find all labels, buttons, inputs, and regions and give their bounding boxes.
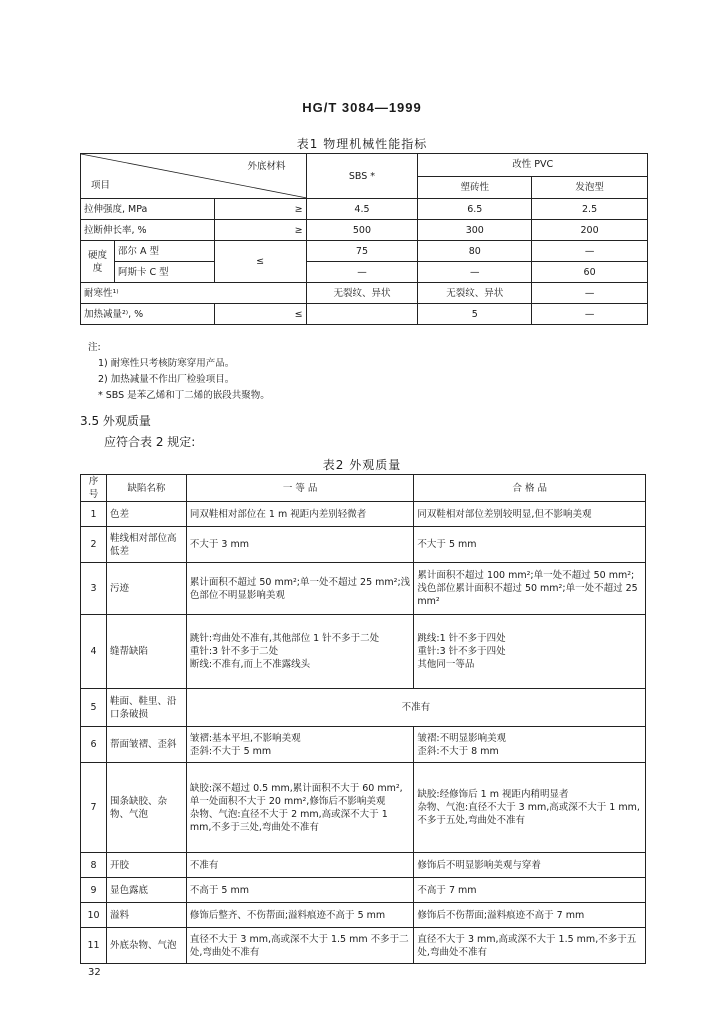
first-grade-requirement: 不大于 3 mm bbox=[186, 527, 414, 563]
cell-pvc-b: — bbox=[532, 283, 648, 304]
shore-a-label: 邵尔 A 型 bbox=[114, 241, 214, 262]
row-number: 6 bbox=[81, 727, 107, 763]
row-number: 3 bbox=[81, 563, 107, 615]
first-grade-requirement: 缺胶:深不超过 0.5 mm,累计面积不大于 60 mm²,单一处面积不大于 20 mm²,修饰后不影响美观 杂物、气泡:直径不大于 2 mm,高或深不大于 1 mm,不多于三处,弯曲处不准有 bbox=[186, 763, 414, 853]
pass-grade-requirement: 修饰后不明显影响美观与穿着 bbox=[414, 853, 646, 878]
first-grade-requirement: 皱褶:基本平坦,不影响美观 歪斜:不大于 5 mm bbox=[186, 727, 414, 763]
hardness-operator: ≤ bbox=[214, 241, 306, 283]
table-row bbox=[81, 304, 648, 325]
cell-sbs: — bbox=[306, 262, 418, 283]
table-row bbox=[81, 853, 646, 878]
cell-pvc-b: 2.5 bbox=[532, 199, 648, 220]
header-defect-name: 缺陷名称 bbox=[106, 475, 186, 502]
row-number: 11 bbox=[81, 928, 107, 964]
defect-name: 显色露底 bbox=[106, 878, 186, 903]
defect-name: 开胶 bbox=[106, 853, 186, 878]
defect-name: 帮面皱褶、歪斜 bbox=[106, 727, 186, 763]
header-no: 序号 bbox=[81, 475, 107, 502]
merged-requirement: 不准有 bbox=[186, 689, 645, 727]
row-number: 8 bbox=[81, 853, 107, 878]
row-number: 10 bbox=[81, 903, 107, 928]
first-grade-requirement: 同双鞋相对部位在 1 m 视距内差别轻微者 bbox=[186, 502, 414, 527]
table1-caption: 表1 物理机械性能指标 bbox=[296, 137, 428, 151]
table-row bbox=[81, 199, 648, 220]
col-pvc-a-header: 塑砖性 bbox=[418, 176, 532, 199]
row-item-label: 拉伸强度, MPa bbox=[81, 199, 215, 220]
row-operator: ≤ bbox=[214, 304, 306, 325]
table-row bbox=[81, 878, 646, 903]
col-sbs-header: SBS * bbox=[306, 154, 418, 199]
header-first-grade: 一 等 品 bbox=[186, 475, 414, 502]
cell-sbs bbox=[306, 304, 418, 325]
section-heading: 3.5 外观质量 bbox=[80, 414, 151, 428]
row-item-label: 拉断伸长率, % bbox=[81, 220, 215, 241]
table-row bbox=[81, 262, 648, 283]
table-row bbox=[81, 563, 646, 615]
table-row bbox=[81, 241, 648, 262]
cell-pvc-a: 80 bbox=[418, 241, 532, 262]
table-row bbox=[81, 903, 646, 928]
first-grade-requirement: 直径不大于 3 mm,高或深不大于 1.5 mm 不多于二处,弯曲处不准有 bbox=[186, 928, 414, 964]
defect-name: 色差 bbox=[106, 502, 186, 527]
pass-grade-requirement: 不高于 7 mm bbox=[414, 878, 646, 903]
row-number: 4 bbox=[81, 615, 107, 689]
table2-caption: 表2 外观质量 bbox=[322, 458, 402, 472]
standard-code: HG/T 3084—1999 bbox=[302, 100, 422, 115]
note-3: * SBS 是苯乙烯和丁二烯的嵌段共聚物。 bbox=[98, 390, 270, 401]
row-number: 5 bbox=[81, 689, 107, 727]
cell-pvc-b: — bbox=[532, 304, 648, 325]
hardness-label-1: 硬度 bbox=[87, 249, 107, 261]
table-row bbox=[81, 763, 646, 853]
first-grade-requirement: 不准有 bbox=[186, 853, 414, 878]
row-number: 2 bbox=[81, 527, 107, 563]
cell-pvc-b: — bbox=[532, 241, 648, 262]
row-operator: ≥ bbox=[214, 199, 306, 220]
first-grade-requirement: 累计面积不超过 50 mm²;单一处不超过 25 mm²;浅色部位不明显影响美观 bbox=[186, 563, 414, 615]
first-grade-requirement: 修饰后整齐、不伤帮面;溢料痕迹不高于 5 mm bbox=[186, 903, 414, 928]
header-pass-grade: 合 格 品 bbox=[414, 475, 646, 502]
pass-grade-requirement: 直径不大于 3 mm,高或深不大于 1.5 mm,不多于五处,弯曲处不准有 bbox=[414, 928, 646, 964]
appearance-quality-table bbox=[80, 474, 646, 964]
defect-name: 围条缺胶、杂物、气泡 bbox=[106, 763, 186, 853]
physical-properties-table bbox=[80, 153, 648, 325]
note-1: 1) 耐寒性只考核防寒穿用产品。 bbox=[98, 358, 235, 369]
defect-name: 溢料 bbox=[106, 903, 186, 928]
defect-name: 外底杂物、气泡 bbox=[106, 928, 186, 964]
hardness-label bbox=[81, 241, 115, 283]
pass-grade-requirement: 跳线:1 针不多于四处 重针:3 针不多于四处 其他同一等品 bbox=[414, 615, 646, 689]
cell-pvc-a: 无裂纹、异状 bbox=[418, 283, 532, 304]
first-grade-requirement: 不高于 5 mm bbox=[186, 878, 414, 903]
defect-name: 鞋面、鞋里、沿口条破损 bbox=[106, 689, 186, 727]
row-item-label: 耐寒性¹⁾ bbox=[81, 283, 307, 304]
row-number: 1 bbox=[81, 502, 107, 527]
cell-pvc-a: — bbox=[418, 262, 532, 283]
table-row bbox=[81, 727, 646, 763]
cell-sbs: 4.5 bbox=[306, 199, 418, 220]
col-pvc-header: 改性 PVC bbox=[418, 154, 648, 177]
table-row bbox=[81, 527, 646, 563]
row-operator: ≥ bbox=[214, 220, 306, 241]
table-header-row bbox=[81, 475, 646, 502]
notes-title: 注: bbox=[88, 342, 101, 353]
table-row bbox=[81, 502, 646, 527]
table-row bbox=[81, 283, 648, 304]
pass-grade-requirement: 不大于 5 mm bbox=[414, 527, 646, 563]
corner-item-label: 项目 bbox=[91, 180, 111, 191]
cell-pvc-a: 5 bbox=[418, 304, 532, 325]
hardness-label-2: 度 bbox=[92, 262, 103, 274]
pass-grade-requirement: 同双鞋相对部位差别较明显,但不影响美观 bbox=[414, 502, 646, 527]
table-row bbox=[81, 220, 648, 241]
pass-grade-requirement: 修饰后不伤帮面;溢料痕迹不高于 7 mm bbox=[414, 903, 646, 928]
pass-grade-requirement: 累计面积不超过 100 mm²;单一处不超过 50 mm²;浅色部位累计面积不超过 50 mm²;单一处不超过 25 mm² bbox=[414, 563, 646, 615]
cell-pvc-a: 300 bbox=[418, 220, 532, 241]
row-item-label: 加热减量²⁾, % bbox=[81, 304, 215, 325]
table-row bbox=[81, 615, 646, 689]
table-row bbox=[81, 928, 646, 964]
page-number: 32 bbox=[88, 967, 101, 978]
col-pvc-b-header: 发泡型 bbox=[532, 176, 648, 199]
table1-notes bbox=[88, 340, 270, 404]
corner-material-label: 外底材料 bbox=[247, 161, 286, 172]
first-grade-requirement: 跳针:弯曲处不准有,其他部位 1 针不多于二处 重针:3 针不多于二处 断线:不准有,而上不准露线头 bbox=[186, 615, 414, 689]
defect-name: 污迹 bbox=[106, 563, 186, 615]
asker-c-label: 阿斯卡 C 型 bbox=[114, 262, 214, 283]
section-text: 应符合表 2 规定: bbox=[104, 435, 196, 449]
row-number: 7 bbox=[81, 763, 107, 853]
pass-grade-requirement: 皱褶:不明显影响美观 歪斜:不大于 8 mm bbox=[414, 727, 646, 763]
table1-corner-cell bbox=[81, 154, 307, 199]
cell-pvc-a: 6.5 bbox=[418, 199, 532, 220]
cell-pvc-b: 60 bbox=[532, 262, 648, 283]
cell-sbs: 无裂纹、异状 bbox=[306, 283, 418, 304]
defect-name: 鞋线相对部位高低差 bbox=[106, 527, 186, 563]
defect-name: 缝帮缺陷 bbox=[106, 615, 186, 689]
cell-sbs: 500 bbox=[306, 220, 418, 241]
note-2: 2) 加热减量不作出厂检验项目。 bbox=[98, 374, 235, 385]
cell-sbs: 75 bbox=[306, 241, 418, 262]
row-number: 9 bbox=[81, 878, 107, 903]
cell-pvc-b: 200 bbox=[532, 220, 648, 241]
table-row bbox=[81, 689, 646, 727]
pass-grade-requirement: 缺胶:经修饰后 1 m 视距内稍明显者 杂物、气泡:直径不大于 3 mm,高或深不大于 1 mm,不多于五处,弯曲处不准有 bbox=[414, 763, 646, 853]
